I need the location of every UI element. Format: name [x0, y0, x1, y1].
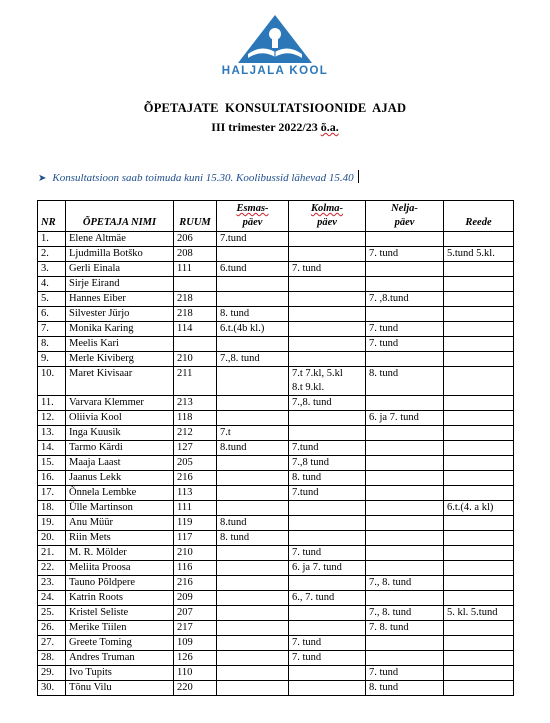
room-number: 113 [174, 486, 217, 501]
friday-slot: 6.t.(4. a kl) [444, 501, 514, 516]
friday-slot: 5. kl. 5.tund [444, 606, 514, 621]
teacher-name: Riin Mets [66, 531, 174, 546]
thursday-slot: 6. ja 7. tund [366, 411, 444, 426]
thursday-slot [366, 531, 444, 546]
wednesday-slot [289, 232, 366, 247]
table-row [38, 531, 514, 546]
wednesday-slot: 7. tund [289, 636, 366, 651]
wednesday-slot [289, 322, 366, 337]
friday-slot [444, 426, 514, 441]
thursday-slot [366, 591, 444, 606]
room-number: 210 [174, 546, 217, 561]
thursday-slot: 8. tund [366, 367, 444, 396]
wednesday-slot [289, 681, 366, 696]
friday-slot [444, 471, 514, 486]
row-number: 30. [38, 681, 66, 696]
school-year-abbrev: õ.a. [320, 120, 339, 134]
wednesday-slot [289, 307, 366, 322]
monday-slot: 7.t [217, 426, 289, 441]
room-number [174, 337, 217, 352]
teacher-name: Inga Kuusik [66, 426, 174, 441]
teacher-name: Katrin Roots [66, 591, 174, 606]
header-nr: NR [38, 201, 66, 232]
table-row [38, 367, 514, 396]
teacher-name: Õnnela Lembke [66, 486, 174, 501]
table-row [38, 591, 514, 606]
header-thursday: Nelja- päev [366, 201, 444, 232]
thursday-slot: 7. ,8.tund [366, 292, 444, 307]
note-text: Konsultatsioon saab toimuda kuni 15.30. Koolibussid lähevad 15.40 [52, 172, 354, 184]
teacher-name: Meliita Proosa [66, 561, 174, 576]
thursday-slot [366, 636, 444, 651]
thursday-slot: 7. tund [366, 322, 444, 337]
teacher-name: Ljudmilla Botško [66, 247, 174, 262]
row-number: 8. [38, 337, 66, 352]
friday-slot [444, 456, 514, 471]
friday-slot [444, 561, 514, 576]
table-row [38, 561, 514, 576]
thursday-slot: 8. tund [366, 681, 444, 696]
thursday-slot: 7., 8. tund [366, 576, 444, 591]
wednesday-slot: 7.,8. tund [289, 396, 366, 411]
consultation-table [37, 200, 514, 696]
school-name: HALJALA KOOL [221, 65, 329, 77]
monday-slot [217, 621, 289, 636]
room-number: 119 [174, 516, 217, 531]
row-number: 21. [38, 546, 66, 561]
row-number: 10. [38, 367, 66, 396]
table-row [38, 621, 514, 636]
room-number: 116 [174, 561, 217, 576]
wednesday-slot: 8. tund [289, 471, 366, 486]
wednesday-slot [289, 277, 366, 292]
friday-slot [444, 441, 514, 456]
row-number: 24. [38, 591, 66, 606]
table-row [38, 411, 514, 426]
thursday-slot [366, 352, 444, 367]
wednesday-slot [289, 337, 366, 352]
row-number: 26. [38, 621, 66, 636]
room-number: 209 [174, 591, 217, 606]
row-number: 25. [38, 606, 66, 621]
thursday-slot [366, 426, 444, 441]
wednesday-slot [289, 576, 366, 591]
thursday-slot [366, 307, 444, 322]
title-line-2 [0, 120, 550, 135]
teacher-name: M. R. Mölder [66, 546, 174, 561]
row-number: 20. [38, 531, 66, 546]
row-number: 6. [38, 307, 66, 322]
table-row [38, 352, 514, 367]
teacher-name: Varvara Klemmer [66, 396, 174, 411]
room-number: 111 [174, 501, 217, 516]
teacher-name: Elene Altmäe [66, 232, 174, 247]
monday-slot: 6.tund [217, 262, 289, 277]
room-number: 218 [174, 307, 217, 322]
row-number: 15. [38, 456, 66, 471]
teacher-name: Tauno Põldpere [66, 576, 174, 591]
thursday-slot [366, 516, 444, 531]
room-number: 205 [174, 456, 217, 471]
text-cursor [358, 170, 359, 183]
wednesday-slot: 7. tund [289, 651, 366, 666]
row-number: 3. [38, 262, 66, 277]
friday-slot [444, 322, 514, 337]
thursday-slot [366, 232, 444, 247]
title-line-1: ÕPETAJATE KONSULTATSIOONIDE AJAD [143, 101, 407, 115]
friday-slot [444, 262, 514, 277]
wednesday-slot: 7.tund [289, 441, 366, 456]
monday-slot [217, 591, 289, 606]
room-number: 208 [174, 247, 217, 262]
table-row [38, 576, 514, 591]
monday-slot: 8. tund [217, 307, 289, 322]
wednesday-slot: 7. tund [289, 546, 366, 561]
teacher-name: Meelis Kari [66, 337, 174, 352]
table-row [38, 681, 514, 696]
room-number: 127 [174, 441, 217, 456]
table-row [38, 322, 514, 337]
header-friday: Reede [444, 201, 514, 232]
row-number: 12. [38, 411, 66, 426]
monday-slot [217, 411, 289, 426]
monday-slot: 8. tund [217, 531, 289, 546]
monday-slot [217, 561, 289, 576]
table-row [38, 516, 514, 531]
monday-slot [217, 471, 289, 486]
table-row [38, 606, 514, 621]
friday-slot [444, 636, 514, 651]
teacher-name: Tõnu Vilu [66, 681, 174, 696]
teacher-name: Maret Kivisaar [66, 367, 174, 396]
friday-slot [444, 591, 514, 606]
school-logo [200, 14, 350, 94]
room-number: 216 [174, 576, 217, 591]
teacher-name: Merike Tiilen [66, 621, 174, 636]
monday-slot [217, 396, 289, 411]
monday-slot [217, 486, 289, 501]
teacher-name: Sirje Eirand [66, 277, 174, 292]
friday-slot [444, 666, 514, 681]
teacher-name: Jaanus Lekk [66, 471, 174, 486]
table-row [38, 546, 514, 561]
room-number: 110 [174, 666, 217, 681]
wednesday-slot [289, 666, 366, 681]
friday-slot [444, 292, 514, 307]
row-number: 5. [38, 292, 66, 307]
room-number: 118 [174, 411, 217, 426]
table-row [38, 396, 514, 411]
monday-slot [217, 367, 289, 396]
wednesday-slot: 7. tund [289, 262, 366, 277]
monday-slot [217, 666, 289, 681]
monday-slot [217, 546, 289, 561]
room-number: 213 [174, 396, 217, 411]
teacher-name: Anu Müür [66, 516, 174, 531]
row-number: 22. [38, 561, 66, 576]
room-number: 212 [174, 426, 217, 441]
wednesday-slot [289, 247, 366, 262]
teacher-name: Hannes Eiber [66, 292, 174, 307]
teacher-name: Gerli Einala [66, 262, 174, 277]
row-number: 14. [38, 441, 66, 456]
room-number: 217 [174, 621, 217, 636]
table-header-row [38, 201, 514, 232]
wednesday-slot: 6., 7. tund [289, 591, 366, 606]
teacher-name: Merle Kiviberg [66, 352, 174, 367]
table-row [38, 426, 514, 441]
thursday-slot [366, 651, 444, 666]
teacher-name: Tarmo Kärdi [66, 441, 174, 456]
room-number: 109 [174, 636, 217, 651]
row-number: 28. [38, 651, 66, 666]
thursday-slot: 7. 8. tund [366, 621, 444, 636]
wednesday-slot [289, 516, 366, 531]
wednesday-slot [289, 621, 366, 636]
thursday-slot [366, 441, 444, 456]
friday-slot [444, 546, 514, 561]
table-row [38, 277, 514, 292]
room-number: 218 [174, 292, 217, 307]
monday-slot: 8.tund [217, 441, 289, 456]
row-number: 18. [38, 501, 66, 516]
monday-slot [217, 277, 289, 292]
row-number: 17. [38, 486, 66, 501]
table-row [38, 666, 514, 681]
thursday-slot [366, 561, 444, 576]
monday-slot [217, 501, 289, 516]
teacher-name: Maaja Laast [66, 456, 174, 471]
friday-slot [444, 486, 514, 501]
monday-slot [217, 247, 289, 262]
header-room: RUUM [174, 201, 217, 232]
table-row [38, 456, 514, 471]
monday-slot: 7.,8. tund [217, 352, 289, 367]
monday-slot [217, 456, 289, 471]
row-number: 16. [38, 471, 66, 486]
table-row [38, 247, 514, 262]
row-number: 29. [38, 666, 66, 681]
header-monday: Esmas- päev [217, 201, 289, 232]
row-number: 4. [38, 277, 66, 292]
teacher-name: Ülle Martinson [66, 501, 174, 516]
table-row [38, 501, 514, 516]
table-row [38, 307, 514, 322]
teacher-name: Monika Karing [66, 322, 174, 337]
header-teacher-name: ÕPETAJA NIMI [66, 201, 174, 232]
thursday-slot [366, 396, 444, 411]
row-number: 9. [38, 352, 66, 367]
wednesday-slot [289, 606, 366, 621]
teacher-name: Oliivia Kool [66, 411, 174, 426]
friday-slot [444, 337, 514, 352]
book-triangle-logo-icon [234, 14, 316, 64]
monday-slot [217, 337, 289, 352]
arrow-bullet-icon: ➤ [38, 173, 47, 184]
monday-slot [217, 292, 289, 307]
row-number: 23. [38, 576, 66, 591]
table-row [38, 471, 514, 486]
friday-slot [444, 232, 514, 247]
trimester-label: III trimester 2022/23 [211, 120, 321, 134]
wednesday-slot: 7.tund [289, 486, 366, 501]
friday-slot [444, 531, 514, 546]
room-number: 210 [174, 352, 217, 367]
table-row [38, 651, 514, 666]
monday-slot: 7.tund [217, 232, 289, 247]
table-row [38, 486, 514, 501]
room-number: 211 [174, 367, 217, 396]
row-number: 1. [38, 232, 66, 247]
friday-slot [444, 621, 514, 636]
monday-slot: 8.tund [217, 516, 289, 531]
room-number: 207 [174, 606, 217, 621]
row-number: 11. [38, 396, 66, 411]
row-number: 13. [38, 426, 66, 441]
wednesday-slot [289, 352, 366, 367]
room-number: 114 [174, 322, 217, 337]
friday-slot [444, 367, 514, 396]
wednesday-slot: 6. ja 7. tund [289, 561, 366, 576]
thursday-slot [366, 262, 444, 277]
thursday-slot: 7., 8. tund [366, 606, 444, 621]
monday-slot [217, 681, 289, 696]
thursday-slot [366, 471, 444, 486]
friday-slot [444, 651, 514, 666]
table-row [38, 262, 514, 277]
thursday-slot: 7. tund [366, 337, 444, 352]
teacher-name: Andres Truman [66, 651, 174, 666]
wednesday-slot [289, 292, 366, 307]
table-row [38, 636, 514, 651]
friday-slot [444, 516, 514, 531]
room-number: 216 [174, 471, 217, 486]
header-wednesday: Kolma- päev [289, 201, 366, 232]
friday-slot: 5.tund 5.kl. [444, 247, 514, 262]
friday-slot [444, 411, 514, 426]
thursday-slot: 7. tund [366, 666, 444, 681]
room-number: 126 [174, 651, 217, 666]
friday-slot [444, 277, 514, 292]
room-number [174, 277, 217, 292]
teacher-name: Kristel Seliste [66, 606, 174, 621]
friday-slot [444, 576, 514, 591]
table-row [38, 232, 514, 247]
wednesday-slot: 7.,8 tund [289, 456, 366, 471]
row-number: 2. [38, 247, 66, 262]
room-number: 117 [174, 531, 217, 546]
row-number: 27. [38, 636, 66, 651]
thursday-slot [366, 501, 444, 516]
teacher-name: Greete Toming [66, 636, 174, 651]
consultation-note [38, 170, 359, 184]
teacher-name: Ivo Tupits [66, 666, 174, 681]
room-number: 206 [174, 232, 217, 247]
room-number: 111 [174, 262, 217, 277]
friday-slot [444, 352, 514, 367]
row-number: 19. [38, 516, 66, 531]
wednesday-slot [289, 426, 366, 441]
friday-slot [444, 396, 514, 411]
teacher-name: Silvester Jürjo [66, 307, 174, 322]
monday-slot: 6.t.(4b kl.) [217, 322, 289, 337]
thursday-slot [366, 486, 444, 501]
table-row [38, 292, 514, 307]
monday-slot [217, 576, 289, 591]
thursday-slot [366, 546, 444, 561]
document-title [0, 101, 550, 135]
wednesday-slot [289, 531, 366, 546]
monday-slot [217, 606, 289, 621]
friday-slot [444, 307, 514, 322]
thursday-slot [366, 277, 444, 292]
table-row [38, 337, 514, 352]
thursday-slot: 7. tund [366, 247, 444, 262]
row-number: 7. [38, 322, 66, 337]
friday-slot [444, 681, 514, 696]
thursday-slot [366, 456, 444, 471]
wednesday-slot [289, 501, 366, 516]
wednesday-slot [289, 411, 366, 426]
monday-slot [217, 651, 289, 666]
wednesday-slot: 7.t 7.kl, 5.kl 8.t 9.kl. [289, 367, 366, 396]
monday-slot [217, 636, 289, 651]
room-number: 220 [174, 681, 217, 696]
table-body [38, 232, 514, 696]
table-row [38, 441, 514, 456]
